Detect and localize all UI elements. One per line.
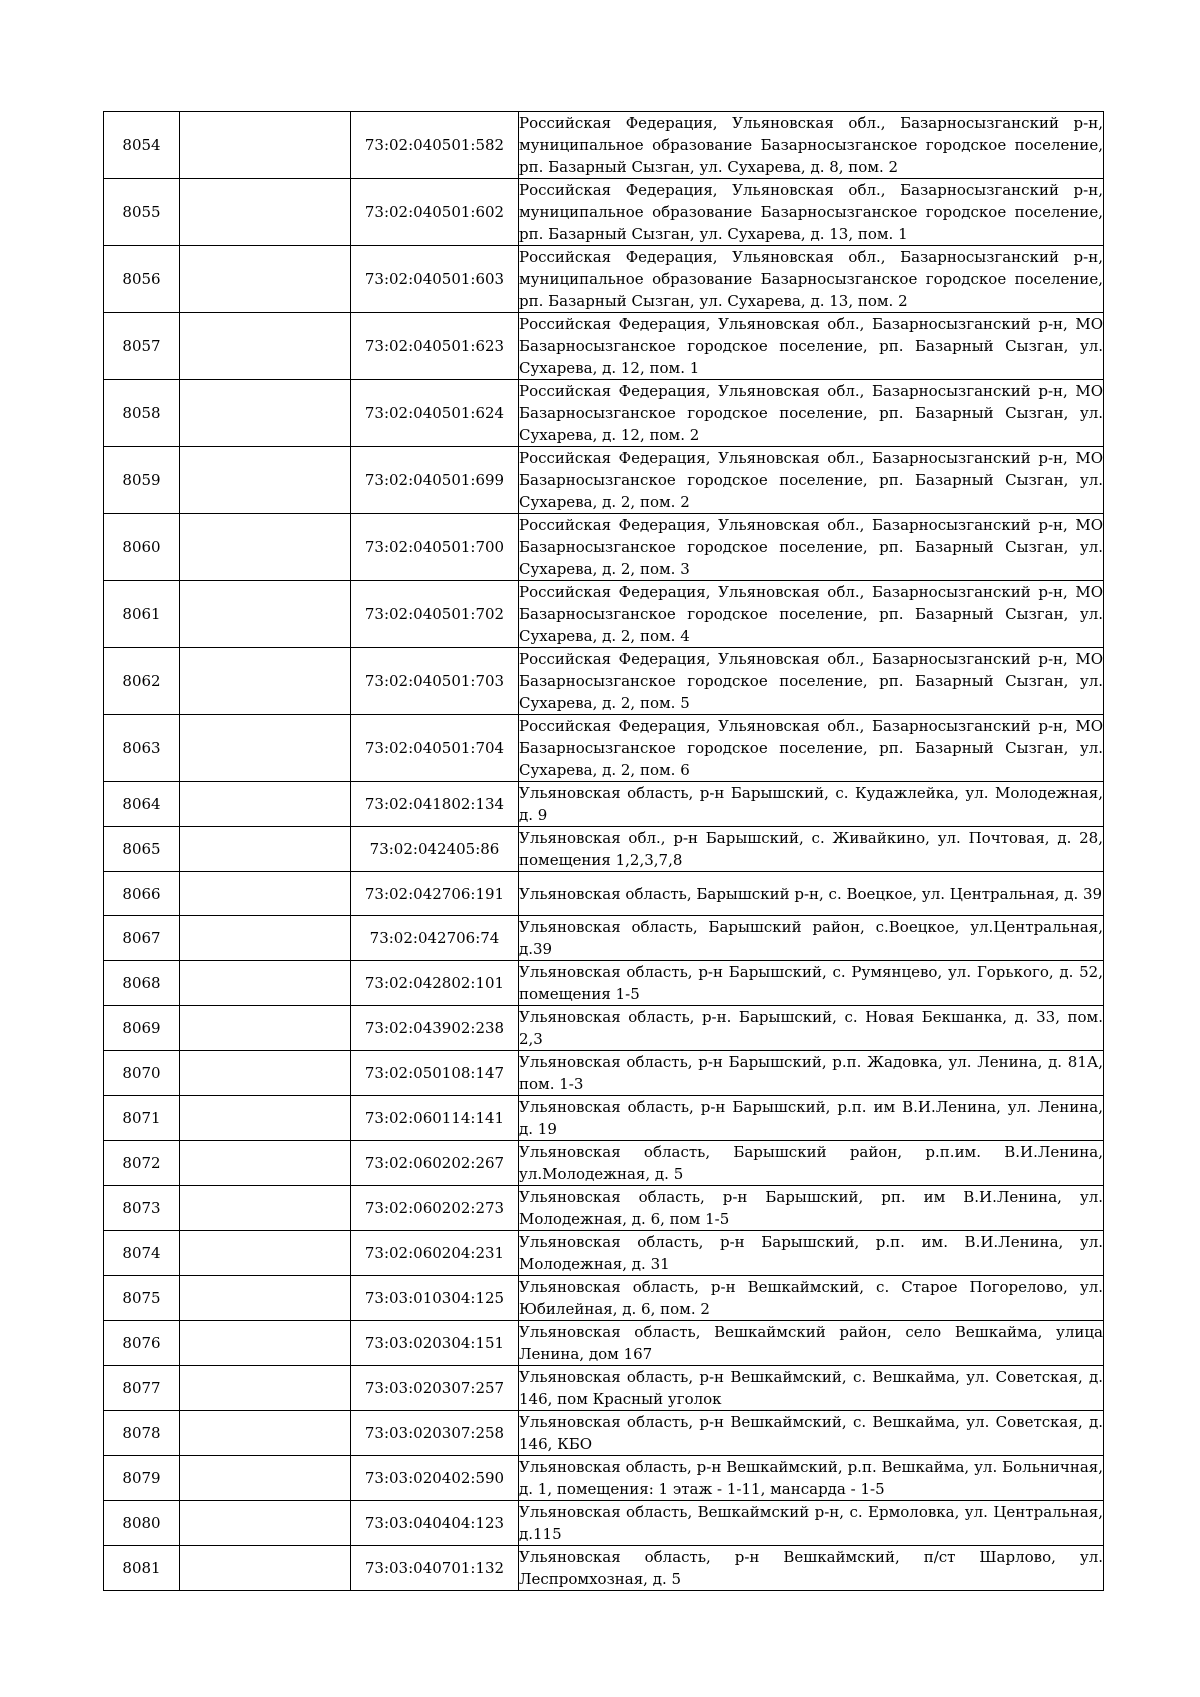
table-row — [104, 1231, 1104, 1276]
empty-cell — [180, 648, 351, 715]
address: Ульяновская область, р-н Барышский, р.п. Жадовка, ул. Ленина, д. 81А, пом. 1-3 — [519, 1051, 1104, 1096]
table-row — [104, 179, 1104, 246]
row-number: 8075 — [104, 1276, 180, 1321]
empty-cell — [180, 1456, 351, 1501]
address: Российская Федерация, Ульяновская обл., Базарносызганский р-н, МО Базарносызганское городское поселение, рп. Базарный Сызган, ул. Сухарева, д. 2, пом. 5 — [519, 648, 1104, 715]
cadastral-number: 73:02:042706:74 — [351, 916, 519, 961]
row-number: 8078 — [104, 1411, 180, 1456]
row-number: 8081 — [104, 1546, 180, 1591]
table-row — [104, 1501, 1104, 1546]
cadastral-number: 73:02:042802:101 — [351, 961, 519, 1006]
address: Ульяновская область, р-н Вешкаймский, с. Старое Погорелово, ул. Юбилейная, д. 6, пом. 2 — [519, 1276, 1104, 1321]
address: Ульяновская область, Вешкаймский р-н, с. Ермоловка, ул. Центральная, д.115 — [519, 1501, 1104, 1546]
row-number: 8066 — [104, 872, 180, 916]
table-row — [104, 715, 1104, 782]
cadastral-number: 73:02:040501:582 — [351, 112, 519, 179]
row-number: 8059 — [104, 447, 180, 514]
empty-cell — [180, 1546, 351, 1591]
address: Ульяновская область, р-н Вешкаймский, с. Вешкайма, ул. Советская, д. 146, пом Красный уголок — [519, 1366, 1104, 1411]
cadastral-number: 73:02:040501:700 — [351, 514, 519, 581]
row-number: 8057 — [104, 313, 180, 380]
row-number: 8065 — [104, 827, 180, 872]
table-row — [104, 1051, 1104, 1096]
table-row — [104, 827, 1104, 872]
cadastral-number: 73:02:050108:147 — [351, 1051, 519, 1096]
row-number: 8063 — [104, 715, 180, 782]
address: Ульяновская область, р-н. Барышский, с. Новая Бекшанка, д. 33, пом. 2,3 — [519, 1006, 1104, 1051]
empty-cell — [180, 1141, 351, 1186]
cadastral-number: 73:02:060204:231 — [351, 1231, 519, 1276]
cadastral-number: 73:03:020402:590 — [351, 1456, 519, 1501]
address: Ульяновская область, Барышский р-н, с. Воецкое, ул. Центральная, д. 39 — [519, 872, 1104, 916]
address: Российская Федерация, Ульяновская обл., Базарносызганский р-н, МО Базарносызганское городское поселение, рп. Базарный Сызган, ул. Сухарева, д. 12, пом. 1 — [519, 313, 1104, 380]
table-row — [104, 380, 1104, 447]
address: Российская Федерация, Ульяновская обл., Базарносызганский р-н, муниципальное образование Базарносызганское городское поселение, рп. Базарный Сызган, ул. Сухарева, д. 13, пом. 1 — [519, 179, 1104, 246]
table-row — [104, 916, 1104, 961]
empty-cell — [180, 916, 351, 961]
address: Ульяновская область, Барышский район, р.п.им. В.И.Ленина, ул.Молодежная, д. 5 — [519, 1141, 1104, 1186]
address: Российская Федерация, Ульяновская обл., Базарносызганский р-н, МО Базарносызганское городское поселение, рп. Базарный Сызган, ул. Сухарева, д. 12, пом. 2 — [519, 380, 1104, 447]
empty-cell — [180, 1006, 351, 1051]
table-row — [104, 1141, 1104, 1186]
cadastral-number: 73:03:010304:125 — [351, 1276, 519, 1321]
address: Российская Федерация, Ульяновская обл., Базарносызганский р-н, МО Базарносызганское городское поселение, рп. Базарный Сызган, ул. Сухарева, д. 2, пом. 2 — [519, 447, 1104, 514]
empty-cell — [180, 246, 351, 313]
cadastral-number: 73:02:040501:624 — [351, 380, 519, 447]
row-number: 8071 — [104, 1096, 180, 1141]
address: Ульяновская область, Вешкаймский район, село Вешкайма, улица Ленина, дом 167 — [519, 1321, 1104, 1366]
row-number: 8062 — [104, 648, 180, 715]
cadastral-number: 73:02:040501:603 — [351, 246, 519, 313]
table-row — [104, 961, 1104, 1006]
row-number: 8067 — [104, 916, 180, 961]
table-row — [104, 112, 1104, 179]
address: Ульяновская обл., р-н Барышский, с. Живайкино, ул. Почтовая, д. 28, помещения 1,2,3,7,8 — [519, 827, 1104, 872]
empty-cell — [180, 313, 351, 380]
empty-cell — [180, 1366, 351, 1411]
table-row — [104, 648, 1104, 715]
address: Ульяновская область, р-н Вешкаймский, с. Вешкайма, ул. Советская, д. 146, КБО — [519, 1411, 1104, 1456]
empty-cell — [180, 581, 351, 648]
cadastral-number: 73:03:020307:257 — [351, 1366, 519, 1411]
table-row — [104, 1096, 1104, 1141]
address: Ульяновская область, Барышский район, с.Воецкое, ул.Центральная, д.39 — [519, 916, 1104, 961]
table-row — [104, 514, 1104, 581]
row-number: 8058 — [104, 380, 180, 447]
empty-cell — [180, 447, 351, 514]
table-row — [104, 1321, 1104, 1366]
empty-cell — [180, 1231, 351, 1276]
cadastral-number: 73:03:040701:132 — [351, 1546, 519, 1591]
empty-cell — [180, 782, 351, 827]
empty-cell — [180, 961, 351, 1006]
row-number: 8064 — [104, 782, 180, 827]
cadastral-number: 73:02:040501:602 — [351, 179, 519, 246]
table-row — [104, 1546, 1104, 1591]
cadastral-number: 73:03:020307:258 — [351, 1411, 519, 1456]
table-row — [104, 872, 1104, 916]
empty-cell — [180, 514, 351, 581]
cadastral-number: 73:02:040501:703 — [351, 648, 519, 715]
row-number: 8061 — [104, 581, 180, 648]
row-number: 8074 — [104, 1231, 180, 1276]
cadastral-number: 73:02:040501:699 — [351, 447, 519, 514]
empty-cell — [180, 1096, 351, 1141]
row-number: 8054 — [104, 112, 180, 179]
row-number: 8077 — [104, 1366, 180, 1411]
row-number: 8080 — [104, 1501, 180, 1546]
table-row — [104, 1411, 1104, 1456]
empty-cell — [180, 112, 351, 179]
cadastral-number: 73:02:060114:141 — [351, 1096, 519, 1141]
row-number: 8070 — [104, 1051, 180, 1096]
row-number: 8072 — [104, 1141, 180, 1186]
table-row — [104, 246, 1104, 313]
empty-cell — [180, 827, 351, 872]
table-row — [104, 1366, 1104, 1411]
address: Ульяновская область, р-н Барышский, с. Румянцево, ул. Горького, д. 52, помещения 1-5 — [519, 961, 1104, 1006]
address: Ульяновская область, р-н Вешкаймский, п/ст Шарлово, ул. Леспромхозная, д. 5 — [519, 1546, 1104, 1591]
address: Ульяновская область, р-н Барышский, с. Кудажлейка, ул. Молодежная, д. 9 — [519, 782, 1104, 827]
address: Ульяновская область, р-н Барышский, р.п. им В.И.Ленина, ул. Ленина, д. 19 — [519, 1096, 1104, 1141]
empty-cell — [180, 1276, 351, 1321]
empty-cell — [180, 1051, 351, 1096]
empty-cell — [180, 1411, 351, 1456]
cadastral-number: 73:02:042405:86 — [351, 827, 519, 872]
address: Российская Федерация, Ульяновская обл., Базарносызганский р-н, МО Базарносызганское городское поселение, рп. Базарный Сызган, ул. Сухарева, д. 2, пом. 6 — [519, 715, 1104, 782]
empty-cell — [180, 715, 351, 782]
cadastral-number: 73:03:020304:151 — [351, 1321, 519, 1366]
row-number: 8073 — [104, 1186, 180, 1231]
address: Российская Федерация, Ульяновская обл., Базарносызганский р-н, муниципальное образование Базарносызганское городское поселение, рп. Базарный Сызган, ул. Сухарева, д. 13, пом. 2 — [519, 246, 1104, 313]
cadastral-number: 73:02:060202:267 — [351, 1141, 519, 1186]
table-row — [104, 1006, 1104, 1051]
address: Российская Федерация, Ульяновская обл., Базарносызганский р-н, муниципальное образование Базарносызганское городское поселение, рп. Базарный Сызган, ул. Сухарева, д. 8, пом. 2 — [519, 112, 1104, 179]
row-number: 8056 — [104, 246, 180, 313]
cadastral-number: 73:02:040501:623 — [351, 313, 519, 380]
cadastral-number: 73:02:041802:134 — [351, 782, 519, 827]
empty-cell — [180, 872, 351, 916]
row-number: 8069 — [104, 1006, 180, 1051]
table-row — [104, 1456, 1104, 1501]
cadastral-number: 73:03:040404:123 — [351, 1501, 519, 1546]
table-row — [104, 782, 1104, 827]
row-number: 8068 — [104, 961, 180, 1006]
address: Российская Федерация, Ульяновская обл., Базарносызганский р-н, МО Базарносызганское городское поселение, рп. Базарный Сызган, ул. Сухарева, д. 2, пом. 4 — [519, 581, 1104, 648]
empty-cell — [180, 1501, 351, 1546]
empty-cell — [180, 179, 351, 246]
empty-cell — [180, 1186, 351, 1231]
cadastral-number: 73:02:043902:238 — [351, 1006, 519, 1051]
row-number: 8055 — [104, 179, 180, 246]
address: Российская Федерация, Ульяновская обл., Базарносызганский р-н, МО Базарносызганское городское поселение, рп. Базарный Сызган, ул. Сухарева, д. 2, пом. 3 — [519, 514, 1104, 581]
address: Ульяновская область, р-н Вешкаймский, р.п. Вешкайма, ул. Больничная, д. 1, помещения: 1 этаж - 1-11, мансарда - 1-5 — [519, 1456, 1104, 1501]
cadastral-number: 73:02:040501:704 — [351, 715, 519, 782]
registry-table-body — [104, 112, 1104, 1591]
cadastral-number: 73:02:040501:702 — [351, 581, 519, 648]
registry-table — [103, 111, 1104, 1591]
cadastral-number: 73:02:042706:191 — [351, 872, 519, 916]
table-row — [104, 313, 1104, 380]
table-row — [104, 1186, 1104, 1231]
table-row — [104, 581, 1104, 648]
row-number: 8060 — [104, 514, 180, 581]
address: Ульяновская область, р-н Барышский, р.п. им. В.И.Ленина, ул. Молодежная, д. 31 — [519, 1231, 1104, 1276]
row-number: 8076 — [104, 1321, 180, 1366]
empty-cell — [180, 380, 351, 447]
empty-cell — [180, 1321, 351, 1366]
row-number: 8079 — [104, 1456, 180, 1501]
address: Ульяновская область, р-н Барышский, рп. им В.И.Ленина, ул. Молодежная, д. 6, пом 1-5 — [519, 1186, 1104, 1231]
table-row — [104, 1276, 1104, 1321]
cadastral-number: 73:02:060202:273 — [351, 1186, 519, 1231]
table-row — [104, 447, 1104, 514]
